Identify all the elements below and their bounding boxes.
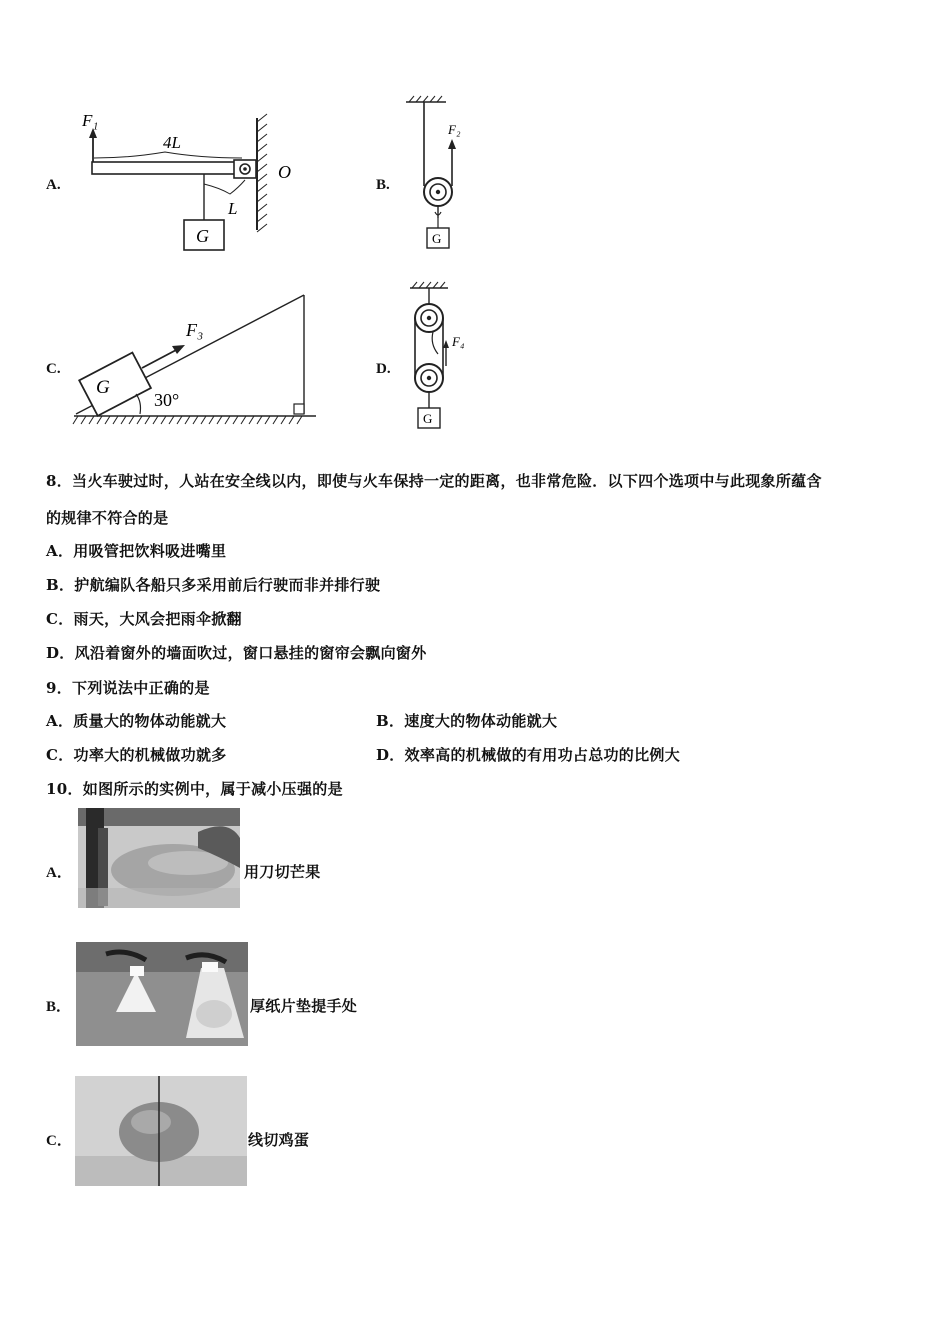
q8-option-a[interactable]: A．用吸管把饮料吸进嘴里: [46, 542, 227, 560]
q7-option-b-label[interactable]: B.: [376, 177, 390, 193]
q9-option-d[interactable]: D．效率高的机械做的有用功占总功的比例大: [376, 746, 681, 764]
q9-option-b[interactable]: B．速度大的物体动能就大: [376, 712, 558, 730]
q10-option-a-label[interactable]: A．: [46, 865, 72, 881]
lever-length-long: 4L: [163, 133, 181, 152]
lever-force-label: F₁: [82, 111, 99, 130]
incline-diagram: [70, 290, 320, 430]
q8-option-c[interactable]: C．雨天，大风会把雨伞掀翻: [46, 610, 242, 628]
q9-option-a[interactable]: A．质量大的物体动能就大: [46, 712, 227, 730]
pulley-d-force-label: F₄: [452, 334, 465, 349]
q9-option-c[interactable]: C．功率大的机械做功就多: [46, 746, 227, 764]
q8-stem-line1: 8．当火车驶过时，人站在安全线以内，即使与火车保持一定的距离，也非常危险．以下四个选项中与此现象所蕴含: [46, 472, 822, 490]
q10-stem: 10．如图所示的实例中，属于减小压强的是: [46, 780, 343, 798]
q8-stem-line2: 的规律不符合的是: [46, 509, 169, 527]
q10-caption-a: 用刀切芒果: [244, 863, 321, 881]
pulley-d-weight-label: G: [423, 411, 433, 426]
q7-option-c-label[interactable]: C.: [46, 361, 61, 377]
incline-force-label: F₃: [186, 320, 204, 340]
knife-mango-photo: [78, 808, 240, 908]
paper-handle-photo: [76, 942, 248, 1046]
lever-weight-label: G: [196, 226, 209, 246]
lever-pivot-label: O: [278, 162, 291, 182]
q9-stem: 9．下列说法中正确的是: [46, 679, 210, 697]
pulley-block-diagram: [400, 280, 490, 432]
q8-option-b[interactable]: B．护航编队各船只多采用前后行驶而非并排行驶: [46, 576, 381, 594]
lever-length-short: L: [228, 199, 238, 218]
movable-pulley-diagram: [400, 94, 480, 254]
q8-option-d[interactable]: D．风沿着窗外的墙面吹过，窗口悬挂的窗帘会飘向窗外: [46, 644, 427, 662]
lever-diagram: [70, 100, 310, 260]
q10-caption-b: 厚纸片垫提手处: [250, 997, 358, 1015]
q10-caption-c: 线切鸡蛋: [248, 1131, 310, 1149]
q7-option-a-label[interactable]: A.: [46, 177, 61, 193]
q10-option-c-label[interactable]: C．: [46, 1133, 72, 1149]
pulley-b-force-label: F₂: [448, 122, 461, 137]
incline-weight-label: G: [96, 377, 110, 398]
pulley-b-weight-label: G: [432, 231, 442, 246]
q7-option-d-label[interactable]: D.: [376, 361, 391, 377]
incline-angle-label: 30°: [154, 390, 180, 410]
q10-option-b-label[interactable]: B．: [46, 999, 72, 1015]
thread-egg-photo: [75, 1076, 247, 1186]
